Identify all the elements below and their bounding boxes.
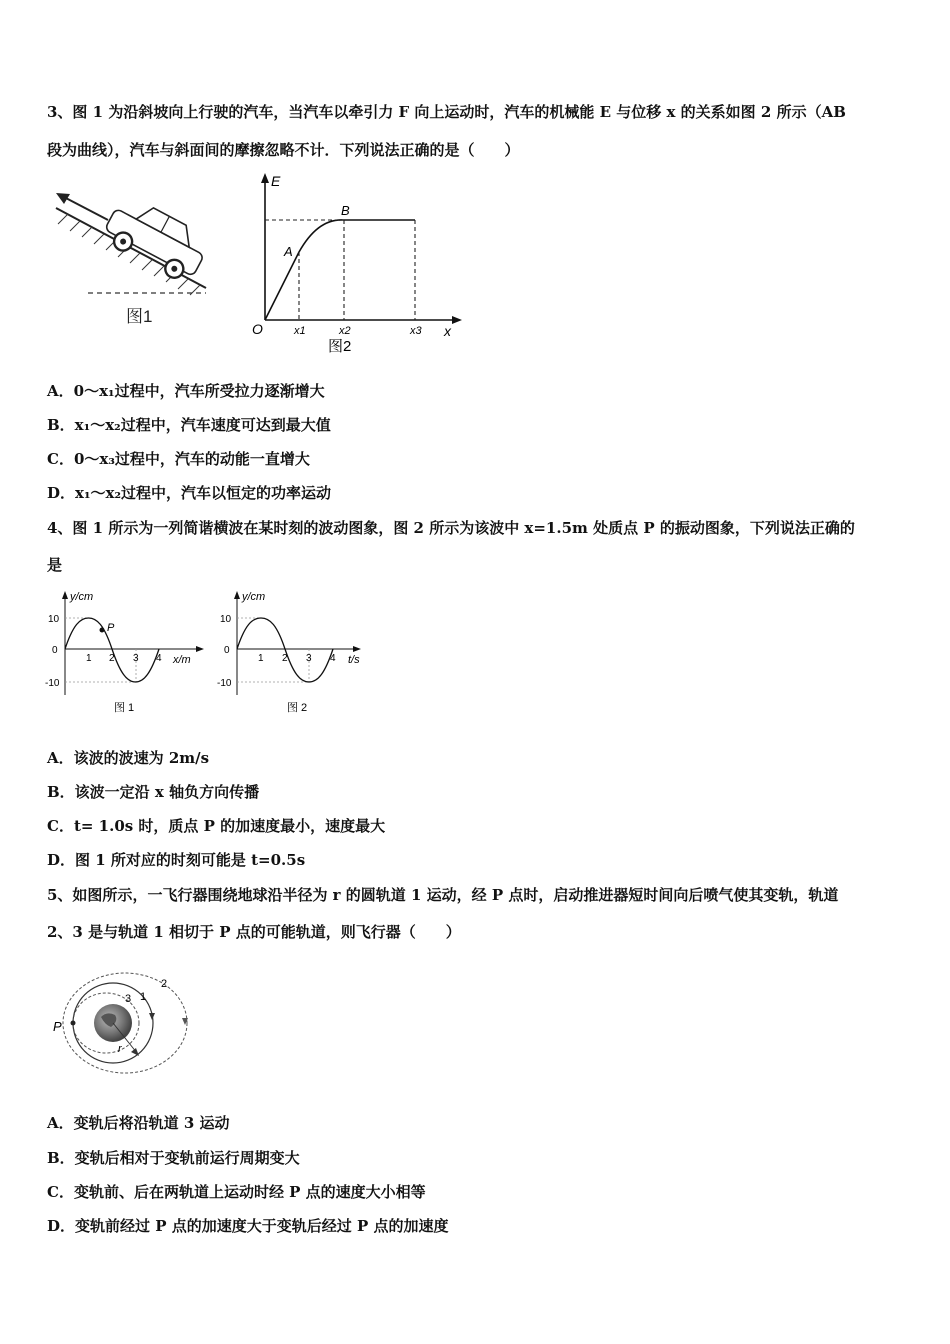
q4-fig2-xtick-3: 3 <box>306 653 312 664</box>
q4-fig2-ytick-0: 0 <box>224 645 230 656</box>
q5-fig-label-orbit2: 2 <box>161 978 168 990</box>
q3-option-d: D．x₁～x₂过程中，汽车以恒定的功率运动 <box>47 484 332 502</box>
q5-option-c: C．变轨前、后在两轨道上运动时经 P 点的速度大小相等 <box>47 1183 426 1201</box>
q4-stem-line2: 是 <box>47 556 63 574</box>
q3-fig2-x2: x2 <box>339 325 351 337</box>
q4-fig1-xtick-4: 4 <box>156 653 162 664</box>
q4-fig1-x-label: x/m <box>173 654 191 666</box>
q5-fig-label-orbit1: 1 <box>140 991 147 1003</box>
q4-fig2-caption: 图 2 <box>287 702 308 714</box>
q5-option-d: D．变轨前经过 P 点的加速度大于变轨后经过 P 点的加速度 <box>47 1217 449 1235</box>
q4-fig1-xtick-3: 3 <box>133 653 139 664</box>
q4-fig1-y-label: y/cm <box>70 591 94 603</box>
q4-fig1-point-p: P <box>107 622 115 634</box>
q3-fig2-origin: O <box>252 321 263 337</box>
q5-option-b: B．变轨后相对于变轨前运行周期变大 <box>47 1149 300 1167</box>
q5-stem-line2: 2、3 是与轨道 1 相切于 P 点的可能轨道，则飞行器（ ） <box>47 923 461 941</box>
q3-fig2-point-b: B <box>341 203 350 218</box>
q4-fig2-x-label: t/s <box>348 654 360 666</box>
q4-option-c: C．t= 1.0s 时，质点 P 的加速度最小，速度最大 <box>47 817 386 835</box>
q3-option-c: C．0～x₃过程中，汽车的动能一直增大 <box>47 450 310 468</box>
q4-fig1-ytick-neg10: -10 <box>45 678 60 689</box>
q4-option-d: D．图 1 所对应的时刻可能是 t=0.5s <box>47 851 306 869</box>
q4-fig1-xtick-2: 2 <box>109 653 115 664</box>
q4-fig2-ytick-neg10: -10 <box>217 678 232 689</box>
q4-stem-line1: 4、图 1 所示为一列简谐横波在某时刻的波动图象，图 2 所示为该波中 x=1.5m 处质点 P 的振动图象，下列说法正确的 <box>47 519 855 537</box>
q4-fig1-ytick-0: 0 <box>52 645 58 656</box>
q3-fig2-caption: 图2 <box>328 338 352 355</box>
q3-option-b: B．x₁～x₂过程中，汽车速度可达到最大值 <box>47 416 331 434</box>
q5-stem-line1: 5、如图所示，一飞行器围绕地球沿半径为 r 的圆轨道 1 运动，经 P 点时，启动推进器短时间向后喷气使其变轨，轨道 <box>47 886 839 904</box>
q4-fig1-xtick-1: 1 <box>86 653 92 664</box>
q3-option-a: A．0～x₁过程中，汽车所受拉力逐渐增大 <box>47 382 325 400</box>
q4-fig2-y-label: y/cm <box>242 591 266 603</box>
q4-fig1-caption: 图 1 <box>114 702 135 714</box>
q3-fig2-x3: x3 <box>410 325 422 337</box>
q4-figure1-wave-graph <box>40 585 210 720</box>
q5-option-a: A．变轨后将沿轨道 3 运动 <box>47 1114 230 1132</box>
q3-fig1-caption: 图1 <box>126 307 153 326</box>
q3-fig2-x1: x1 <box>294 325 306 337</box>
q4-option-a: A．该波的波速为 2m/s <box>47 749 210 767</box>
q4-option-b: B．该波一定沿 x 轴负方向传播 <box>47 783 260 801</box>
q4-fig2-xtick-2: 2 <box>282 653 288 664</box>
q3-stem-line2: 段为曲线），汽车与斜面间的摩擦忽略不计．下列说法正确的是（ ） <box>47 141 520 159</box>
q5-figure-orbits <box>45 965 195 1080</box>
q3-fig2-x-label: x <box>444 323 451 339</box>
q3-stem-line1: 3、图 1 为沿斜坡向上行驶的汽车，当汽车以牵引力 F 向上运动时，汽车的机械能 E 与位移 x 的关系如图 2 所示（AB <box>47 103 846 121</box>
q3-figure2-energy-graph <box>248 170 468 355</box>
q4-fig1-ytick-10: 10 <box>48 614 60 625</box>
q3-figure1-car-on-slope <box>48 190 213 330</box>
q3-fig2-y-label: E <box>271 173 281 189</box>
q4-fig2-xtick-1: 1 <box>258 653 264 664</box>
q5-fig-label-orbit3: 3 <box>125 993 132 1005</box>
q4-figure2-vibration-graph <box>212 585 382 720</box>
q4-fig2-xtick-4: 4 <box>330 653 336 664</box>
q3-fig2-point-a: A <box>284 244 293 259</box>
q4-fig2-ytick-10: 10 <box>220 614 232 625</box>
q5-fig-label-p: P <box>53 1019 62 1034</box>
q5-fig-label-r: r <box>118 1043 122 1055</box>
